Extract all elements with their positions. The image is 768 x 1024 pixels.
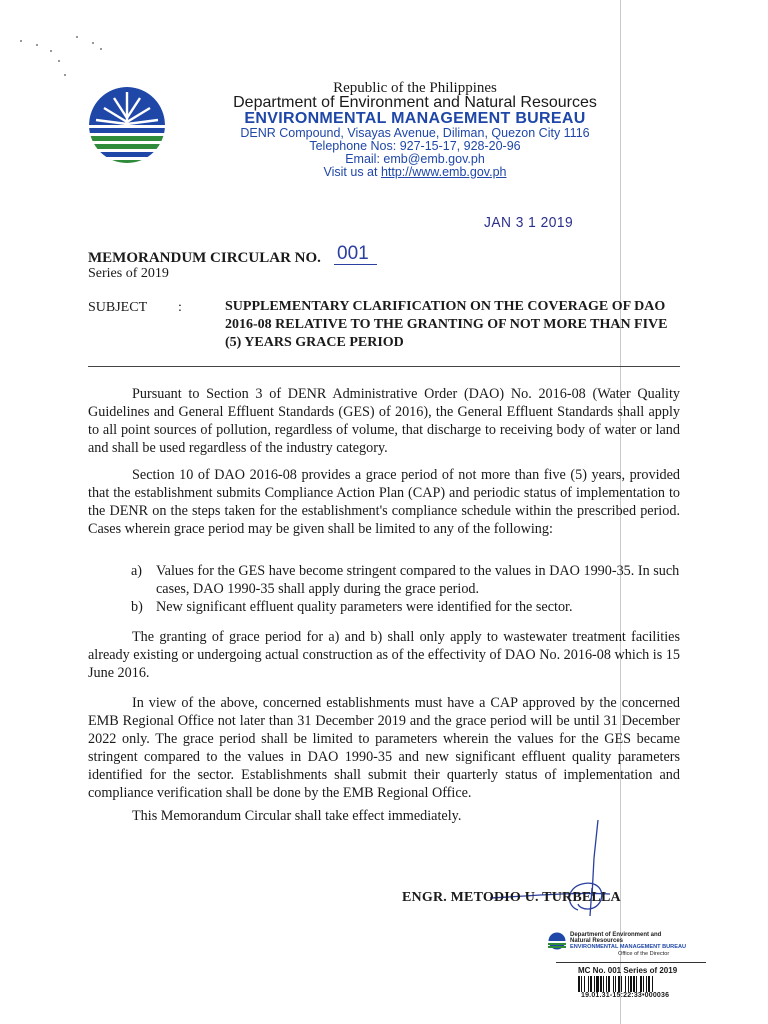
date-stamp: JAN 3 1 2019 bbox=[484, 214, 574, 231]
barcode-bar bbox=[600, 976, 602, 992]
barcode-bar bbox=[588, 976, 589, 992]
barcode-bar bbox=[596, 976, 599, 992]
header-website bbox=[180, 165, 650, 179]
header-bureau: ENVIRONMENTAL MANAGEMENT BUREAU bbox=[244, 110, 586, 127]
barcode-bar bbox=[608, 976, 610, 992]
list-item-text: New significant effluent quality parameters were identified for the sector. bbox=[156, 599, 573, 615]
stamp-code: 19.01.31‑15:22:33•000036 bbox=[581, 992, 670, 999]
stamp-bureau: ENVIRONMENTAL MANAGEMENT BUREAU bbox=[570, 944, 687, 950]
header-department: Department of Environment and Natural Resources bbox=[233, 94, 597, 111]
stamp-department-line-2: Natural Resources bbox=[570, 938, 624, 944]
barcode bbox=[578, 976, 696, 992]
subject-text: SUPPLEMENTARY CLARIFICATION ON THE COVERAGE OF DAO 2016-08 RELATIVE TO THE GRANTING OF NOT MORE THAN FIVE (5) YEARS GRACE PERIOD bbox=[225, 299, 668, 350]
subject-colon: : bbox=[178, 300, 182, 315]
denr-logo bbox=[86, 84, 168, 166]
stamp-department-line: Department of Environment and bbox=[570, 932, 662, 938]
barcode-bar bbox=[648, 976, 650, 992]
barcode-bar bbox=[636, 976, 637, 992]
receiving-stamp bbox=[548, 928, 713, 1008]
memo-number: 001 bbox=[334, 244, 377, 265]
barcode-bar bbox=[628, 976, 629, 992]
subject-divider bbox=[88, 366, 680, 367]
barcode-bar bbox=[594, 976, 595, 992]
list-item bbox=[131, 562, 691, 598]
header-website-link[interactable]: http://www.emb.gov.ph bbox=[380, 165, 507, 179]
list-item-text: Values for the GES have become stringent compared to the values in DAO 1990-35. In such cases, DAO 1990-35 shall apply during the grace period. bbox=[156, 563, 680, 597]
paragraph-2: Section 10 of DAO 2016-08 provides a grace period of not more than five (5) years, provided that the establishment submits Compliance Action Plan (CAP) and periodic status of implementation to the DENR on the steps taken for the establishment's compliance schedule within the prescribed period. Cases wherein grace period may be given shall be limited to any of the following: bbox=[88, 467, 680, 537]
stamp-office: Office of the Director bbox=[618, 951, 670, 957]
barcode-bar bbox=[630, 976, 632, 992]
barcode-bar bbox=[643, 976, 644, 992]
memo-series: Series of 2019 bbox=[88, 266, 169, 281]
barcode-bar bbox=[618, 976, 620, 992]
barcode-bar bbox=[652, 976, 653, 992]
header-email: Email: emb@emb.gov.ph bbox=[345, 152, 485, 166]
barcode-bar bbox=[646, 976, 647, 992]
stamp-series: MC No. 001 Series of 2019 bbox=[578, 966, 678, 975]
header-address: DENR Compound, Visayas Avenue, Diliman, Quezon City 1116 bbox=[240, 126, 590, 140]
barcode-bar bbox=[640, 976, 642, 992]
barcode-bar bbox=[615, 976, 616, 992]
memo-title: MEMORANDUM CIRCULAR NO. bbox=[88, 250, 321, 266]
barcode-bar bbox=[603, 976, 604, 992]
paragraph-5: This Memorandum Circular shall take effect immediately. bbox=[132, 808, 462, 824]
paragraph-1: Pursuant to Section 3 of DENR Administrative Order (DAO) No. 2016-08 (Water Quality Guidelines and General Effluent Standards (GES) of 2016), the General Effluent Standards shall apply to all point sources of pollution, regardless of volume, that discharge to receiving body of water or land and shall be used regardless of the industry category. bbox=[88, 386, 680, 456]
signatory-name: ENGR. METODIO U. TURBELLA bbox=[402, 890, 621, 905]
barcode-bar bbox=[621, 976, 622, 992]
barcode-bar bbox=[606, 976, 607, 992]
list-marker: a) bbox=[131, 563, 143, 579]
list-marker: b) bbox=[131, 599, 143, 615]
barcode-bar bbox=[625, 976, 626, 992]
stamp-divider bbox=[556, 962, 706, 963]
denr-small-logo bbox=[548, 932, 566, 950]
barcode-bar bbox=[581, 976, 582, 992]
header-website-prefix: Visit us at bbox=[323, 165, 381, 179]
barcode-bar bbox=[613, 976, 614, 992]
barcode-bar bbox=[584, 976, 585, 992]
list-item bbox=[131, 598, 691, 616]
conditions-list bbox=[131, 562, 691, 616]
subject-label: SUBJECT bbox=[88, 300, 148, 315]
barcode-bar bbox=[578, 976, 580, 992]
header-telephone: Telephone Nos: 927-15-17, 928-20-96 bbox=[309, 139, 521, 153]
header-republic: Republic of the Philippines bbox=[333, 80, 497, 96]
barcode-bar bbox=[633, 976, 635, 992]
barcode-bar bbox=[590, 976, 592, 992]
paragraph-3: The granting of grace period for a) and b) shall only apply to wastewater treatment facilities already existing or undergoing actual construction as of the effectivity of DAO No. 2016-08 which is 15 June 2016. bbox=[88, 629, 680, 681]
paragraph-4: In view of the above, concerned establishments must have a CAP approved by the concerned EMB Regional Office not later than 31 December 2019 and the grace period will be until 31 December 2022 only. The grace period shall be limited to parameters wherein the values for the GES became stringent compared to the values in DAO 1990-35 and new significant effluent quality parameters identified for the sector. Establishments shall submit their quarterly status of implementation and compliance verification shall be done by the EMB Regional Office. bbox=[88, 695, 680, 801]
